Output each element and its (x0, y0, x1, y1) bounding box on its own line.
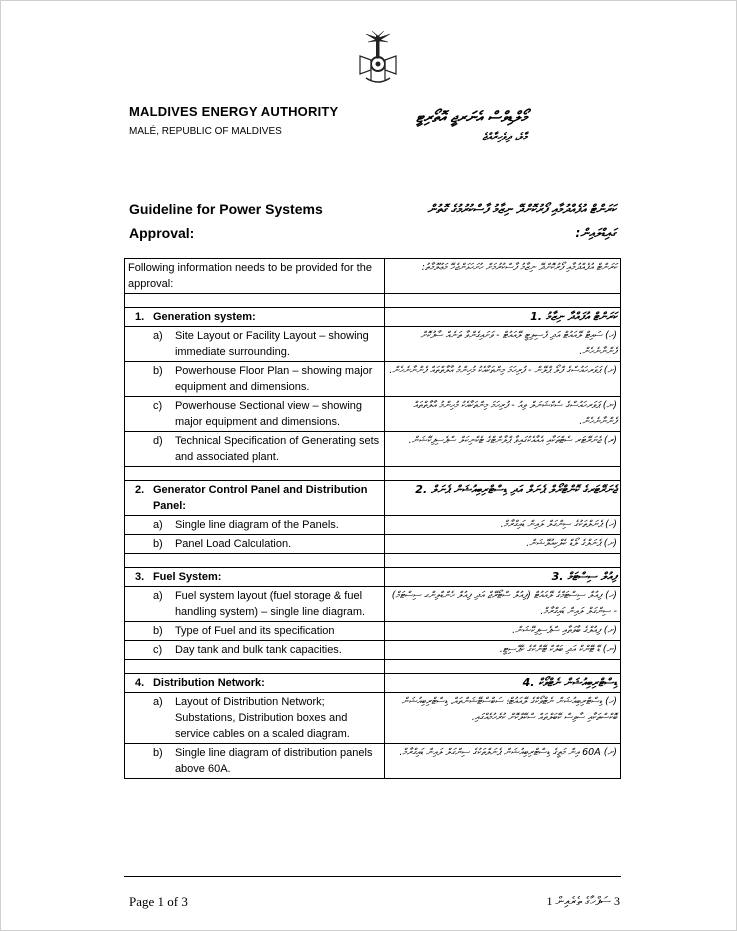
intro-row (125, 259, 621, 294)
item-text-dhivehi: (ށ) 60A އިން މަތީގެ ޑިސްޓްރިބިއުޝަން ޕެނަލްތަކުގެ ސިންގަލް ލައިން ޑައިގްރާމް. (399, 747, 617, 758)
item-text: Single line diagram of distribution panels above 60A. (174, 747, 373, 775)
item-text-dhivehi: (ށ) ޕެނަލްގެ ލޯޑް ކެލްކިއުލޭޝަން. (526, 538, 617, 549)
item-text: Site Layout or Facility Layout – showing immediate surrounding. (174, 330, 369, 358)
item-text: Technical Specification of Generating sets and associated plant. (174, 435, 380, 463)
item-text-dhivehi: (ށ) ފިއުލްގެ ބާވަތާއި ސްޕެސިފިކޭޝަން. (512, 625, 617, 636)
section-number: 1. (125, 308, 150, 327)
section-header-row (125, 674, 621, 693)
org-address-dhivehi: މާލެ، ދިވެހިރާއްޖެ (482, 132, 527, 143)
item-text-dhivehi: (ރ) ޖެނަރޭޓަރ ސެޓްތަކާއި އެއާއެކުގައިވާ ޕްލާންޓްގެ ޓެކްނިކަލް ސްޕެސިފިކޭޝަން. (408, 435, 617, 446)
item-text: Powerhouse Sectional view – showing major equipment and dimensions. (174, 400, 363, 428)
item-text: Day tank and bulk tank capacities. (174, 644, 342, 656)
item-text: Layout of Distribution Network; Substations, Distribution boxes and service cables on a scaled diagram. (174, 696, 350, 740)
item-text: Powerhouse Floor Plan – showing major equipment and dimensions. (174, 365, 373, 393)
item-text-dhivehi: (ށ) ޕަވަރހައުސްގެ ފްލޯ ޕްލޭން - ފުރިހަމަ މިންތަކާއެކު މުހިންމު އާލާތްތައް ފެންނާނެހެން. (389, 365, 617, 376)
document-title-dhivehi: ކަރަންޓް އުފެއްދުމާއި ފޯރުކޮށްދޭ ނިޒާމު ފާސްކުރުމުގެ ގޮތުން ގައިޑްލައިން: (427, 202, 616, 240)
item-letter: a) (152, 590, 163, 602)
item-text-dhivehi: (ހ) ސައިޓް ލޭއައުޓް އަދި ފެސިލިޓީ ލޭއައުޓް - ވަށައިގެންވާ ތަނެއް ސާފުކޮށް ފެންނާނެހެން. (420, 330, 617, 357)
state-emblem-icon (352, 30, 404, 86)
requirement-row (125, 622, 621, 641)
intro-text: Following information needs to be provided for the approval: (125, 259, 385, 294)
spacer-row (125, 467, 621, 481)
section-header-row (125, 308, 621, 327)
requirement-row (125, 362, 621, 397)
requirement-row (125, 327, 621, 362)
page-number: Page 1 of 3 (129, 894, 188, 909)
section-title-dhivehi: ކަރަންޓް އުފައްދާ ނިޒާމު .1 (530, 310, 617, 323)
requirement-row (125, 397, 621, 432)
section-number: 4. (125, 674, 150, 693)
org-name-dhivehi: މޯލްޑިވްސް އެނަރޖީ އޮތޯރިޓީ (415, 108, 527, 126)
requirement-row (125, 693, 621, 744)
item-letter: a) (152, 519, 163, 531)
section-title-dhivehi: ޑިސްޓްރިބިއުޝަން ނެޓްވޯކް .4 (522, 676, 617, 689)
requirements-table (124, 258, 621, 779)
org-address: MALÉ, REPUBLIC OF MALDIVES (129, 126, 282, 137)
item-letter: c) (152, 644, 163, 656)
item-text: Type of Fuel and its specification (174, 625, 335, 637)
item-text-dhivehi: (ހ) ޕެނަލްތަކުގެ ސިންގަލް ލައިން ޑައިގްރާމް. (500, 519, 617, 530)
item-letter: b) (152, 365, 163, 377)
item-text: Fuel system layout (fuel storage & fuel handling system) – single line diagram. (174, 590, 366, 618)
requirement-row (125, 744, 621, 779)
requirement-row (125, 641, 621, 660)
item-text-dhivehi: (ހ) ޑިސްޓްރިބިއުޝަން ނެޓްވޯކްގެ ލޭއައުޓް؛ ސަބްސްޓޭޝަންތައް، ޑިސްޓްރިބިއުޝަން ބޮކްސްތަކާއި ސާވިސް ކޭބަލްތައް ސްކޭލްކޮށް ކުރެހުމެއްގައި. (401, 696, 617, 723)
section-header-row (125, 568, 621, 587)
document-title: Guideline for Power Systems Approval: (129, 201, 323, 241)
item-text: Panel Load Calculation. (174, 538, 292, 550)
item-letter: b) (152, 747, 163, 759)
section-title: Distribution Network: (150, 674, 384, 693)
section-title: Fuel System: (150, 568, 384, 587)
intro-text-dhivehi: ކަރަންޓް އުފެއްދުމާއި ފޯރުކޮށްދޭ ނިޒާމު ފާސްކުރުމަށް ހުށަހަޅަންޖެހޭ މަޢުލޫމާތު: (421, 262, 617, 273)
requirement-row (125, 587, 621, 622)
spacer-row (125, 554, 621, 568)
item-text-dhivehi: (ހ) ފިއުލް ސިސްޓަމްގެ ލޭއައުޓް (ފިއުލް ސްޓޯރޭޖް އަދި ފިއުލް ހެންޑްލިންގ ސިސްޓަމް) - ސިންގަލް ލައިން ޑައިގްރާމް. (391, 590, 617, 617)
section-title-dhivehi: ޖެނަރޭޓަރގެ ކޮންޓްރޯލް ޕެނަލް އަދި ޑިސްޓްރިބިއުޝަން ޕެނަލް .2 (415, 483, 617, 496)
section-number: 2. (125, 481, 150, 516)
section-header-row (125, 481, 621, 516)
requirement-row (125, 516, 621, 535)
section-title: Generator Control Panel and Distribution Panel: (150, 481, 384, 516)
item-letter: a) (152, 696, 163, 708)
item-letter: d) (152, 435, 163, 447)
section-title: Generation system: (150, 308, 384, 327)
item-letter: b) (152, 538, 163, 550)
footer-divider (124, 876, 621, 877)
spacer-row (125, 660, 621, 674)
section-title-dhivehi: ފިއުލް ސިސްޓަމް .3 (551, 570, 617, 583)
page-number-dhivehi: 3 ސަފްހާގެ ތެރެއިން 1 (546, 894, 620, 908)
item-letter: c) (152, 400, 163, 412)
requirement-row (125, 535, 621, 554)
item-letter: b) (152, 625, 163, 637)
item-letter: a) (152, 330, 163, 342)
item-text-dhivehi: (ނ) ޑޭ ޓޭންކް އަދި ބަލްކް ޓޭންކްގެ ކެޕޭސިޓީ. (499, 644, 617, 655)
requirement-row (125, 432, 621, 467)
item-text: Single line diagram of the Panels. (174, 519, 339, 531)
spacer-row (125, 294, 621, 308)
section-number: 3. (125, 568, 150, 587)
org-name: MALDIVES ENERGY AUTHORITY (129, 104, 339, 119)
item-text-dhivehi: (ނ) ޕަވަރހައުސްގެ ސެކްޝަނަލް ވިއު - ފުރިހަމަ މިންތަކާއެކު މުހިންމު އާލާތްތައް ފެންނާނެހެން. (413, 400, 617, 427)
